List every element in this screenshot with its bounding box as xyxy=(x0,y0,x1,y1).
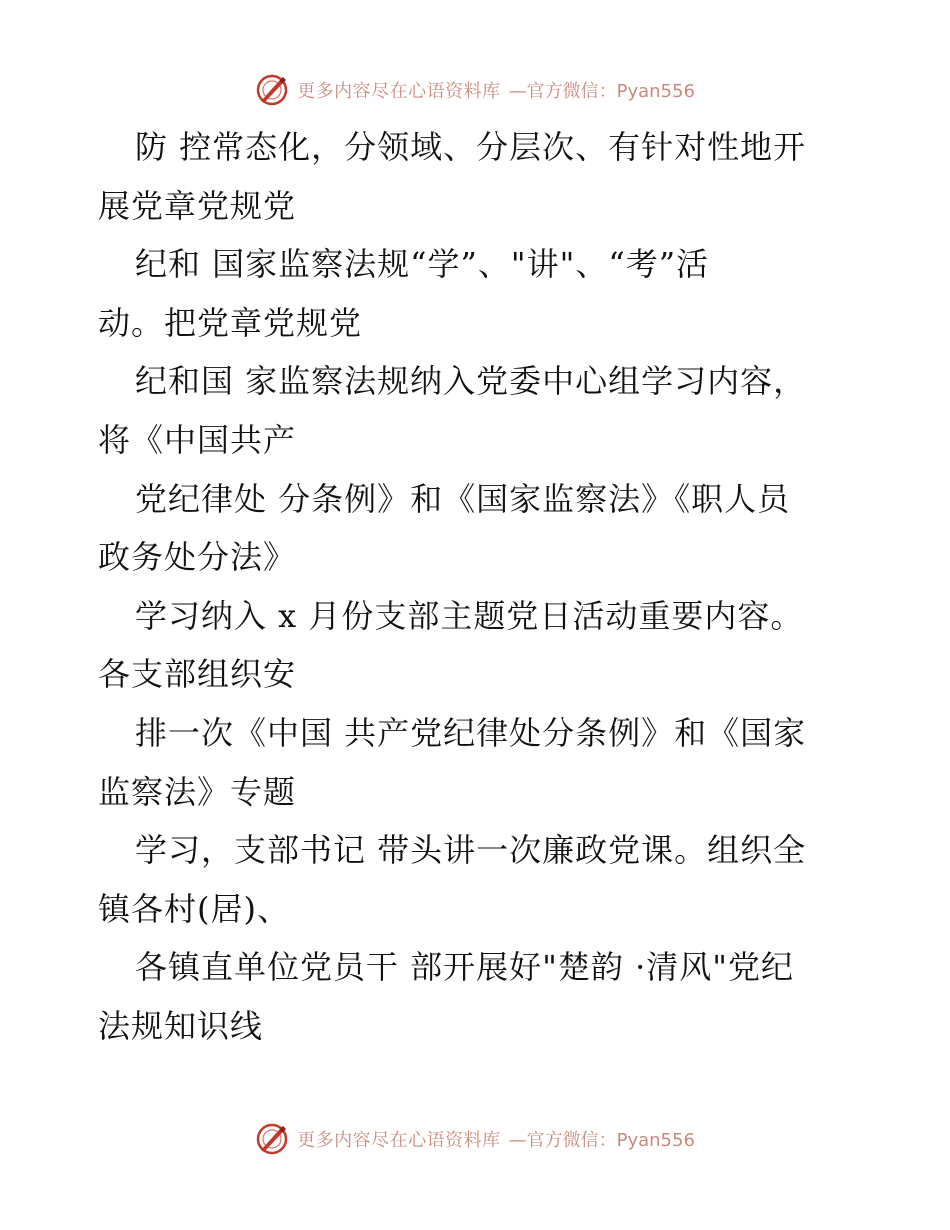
text-line: 将《中国共产 xyxy=(98,420,297,459)
footer-watermark xyxy=(0,1119,950,1159)
pen-circle-logo-icon xyxy=(255,1122,289,1156)
text-line: 动。把党章党规党 xyxy=(98,303,363,342)
text-line: 学习，支部书记 带头讲一次廉政党课。组织全 xyxy=(135,831,807,870)
text-line: 法规知识线 xyxy=(98,1006,264,1045)
watermark-wechat: —官方微信：Pyan556 xyxy=(508,81,695,102)
header-watermark xyxy=(0,70,950,110)
pen-circle-logo-icon xyxy=(255,73,289,107)
text-line: 纪和 国家监察法规“学”、"讲"、“考”活 xyxy=(135,245,710,284)
text-line: 各镇直单位党员干 部开展好"楚韵 ·清风"党纪 xyxy=(135,948,794,987)
text-line: 防 控常态化，分领域、分层次、有针对性地开 xyxy=(135,128,807,166)
watermark-text: 更多内容尽在心语资料库 xyxy=(297,1130,501,1151)
watermark-text: 更多内容尽在心语资料库 xyxy=(297,81,501,102)
text-line: 监察法》专题 xyxy=(98,772,297,811)
text-line: 政务处分法》 xyxy=(98,538,297,577)
text-line: 各支部组织安 xyxy=(98,655,297,694)
text-line: 镇各村(居)、 xyxy=(98,889,290,928)
text-line: 展党章党规党 xyxy=(98,186,297,225)
text-line: 纪和国 家监察法规纳入党委中心组学习内容， xyxy=(135,362,807,401)
watermark-wechat: —官方微信：Pyan556 xyxy=(508,1130,695,1151)
text-line: 学习纳入 x 月份支部主题党日活动重要内容。 xyxy=(135,596,804,635)
text-line: 党纪律处 分条例》和《国家监察法》《职人员 xyxy=(135,479,791,518)
document-body xyxy=(98,118,858,1056)
text-line: 排一次《中国 共产党纪律处分条例》和《国家 xyxy=(135,713,807,752)
